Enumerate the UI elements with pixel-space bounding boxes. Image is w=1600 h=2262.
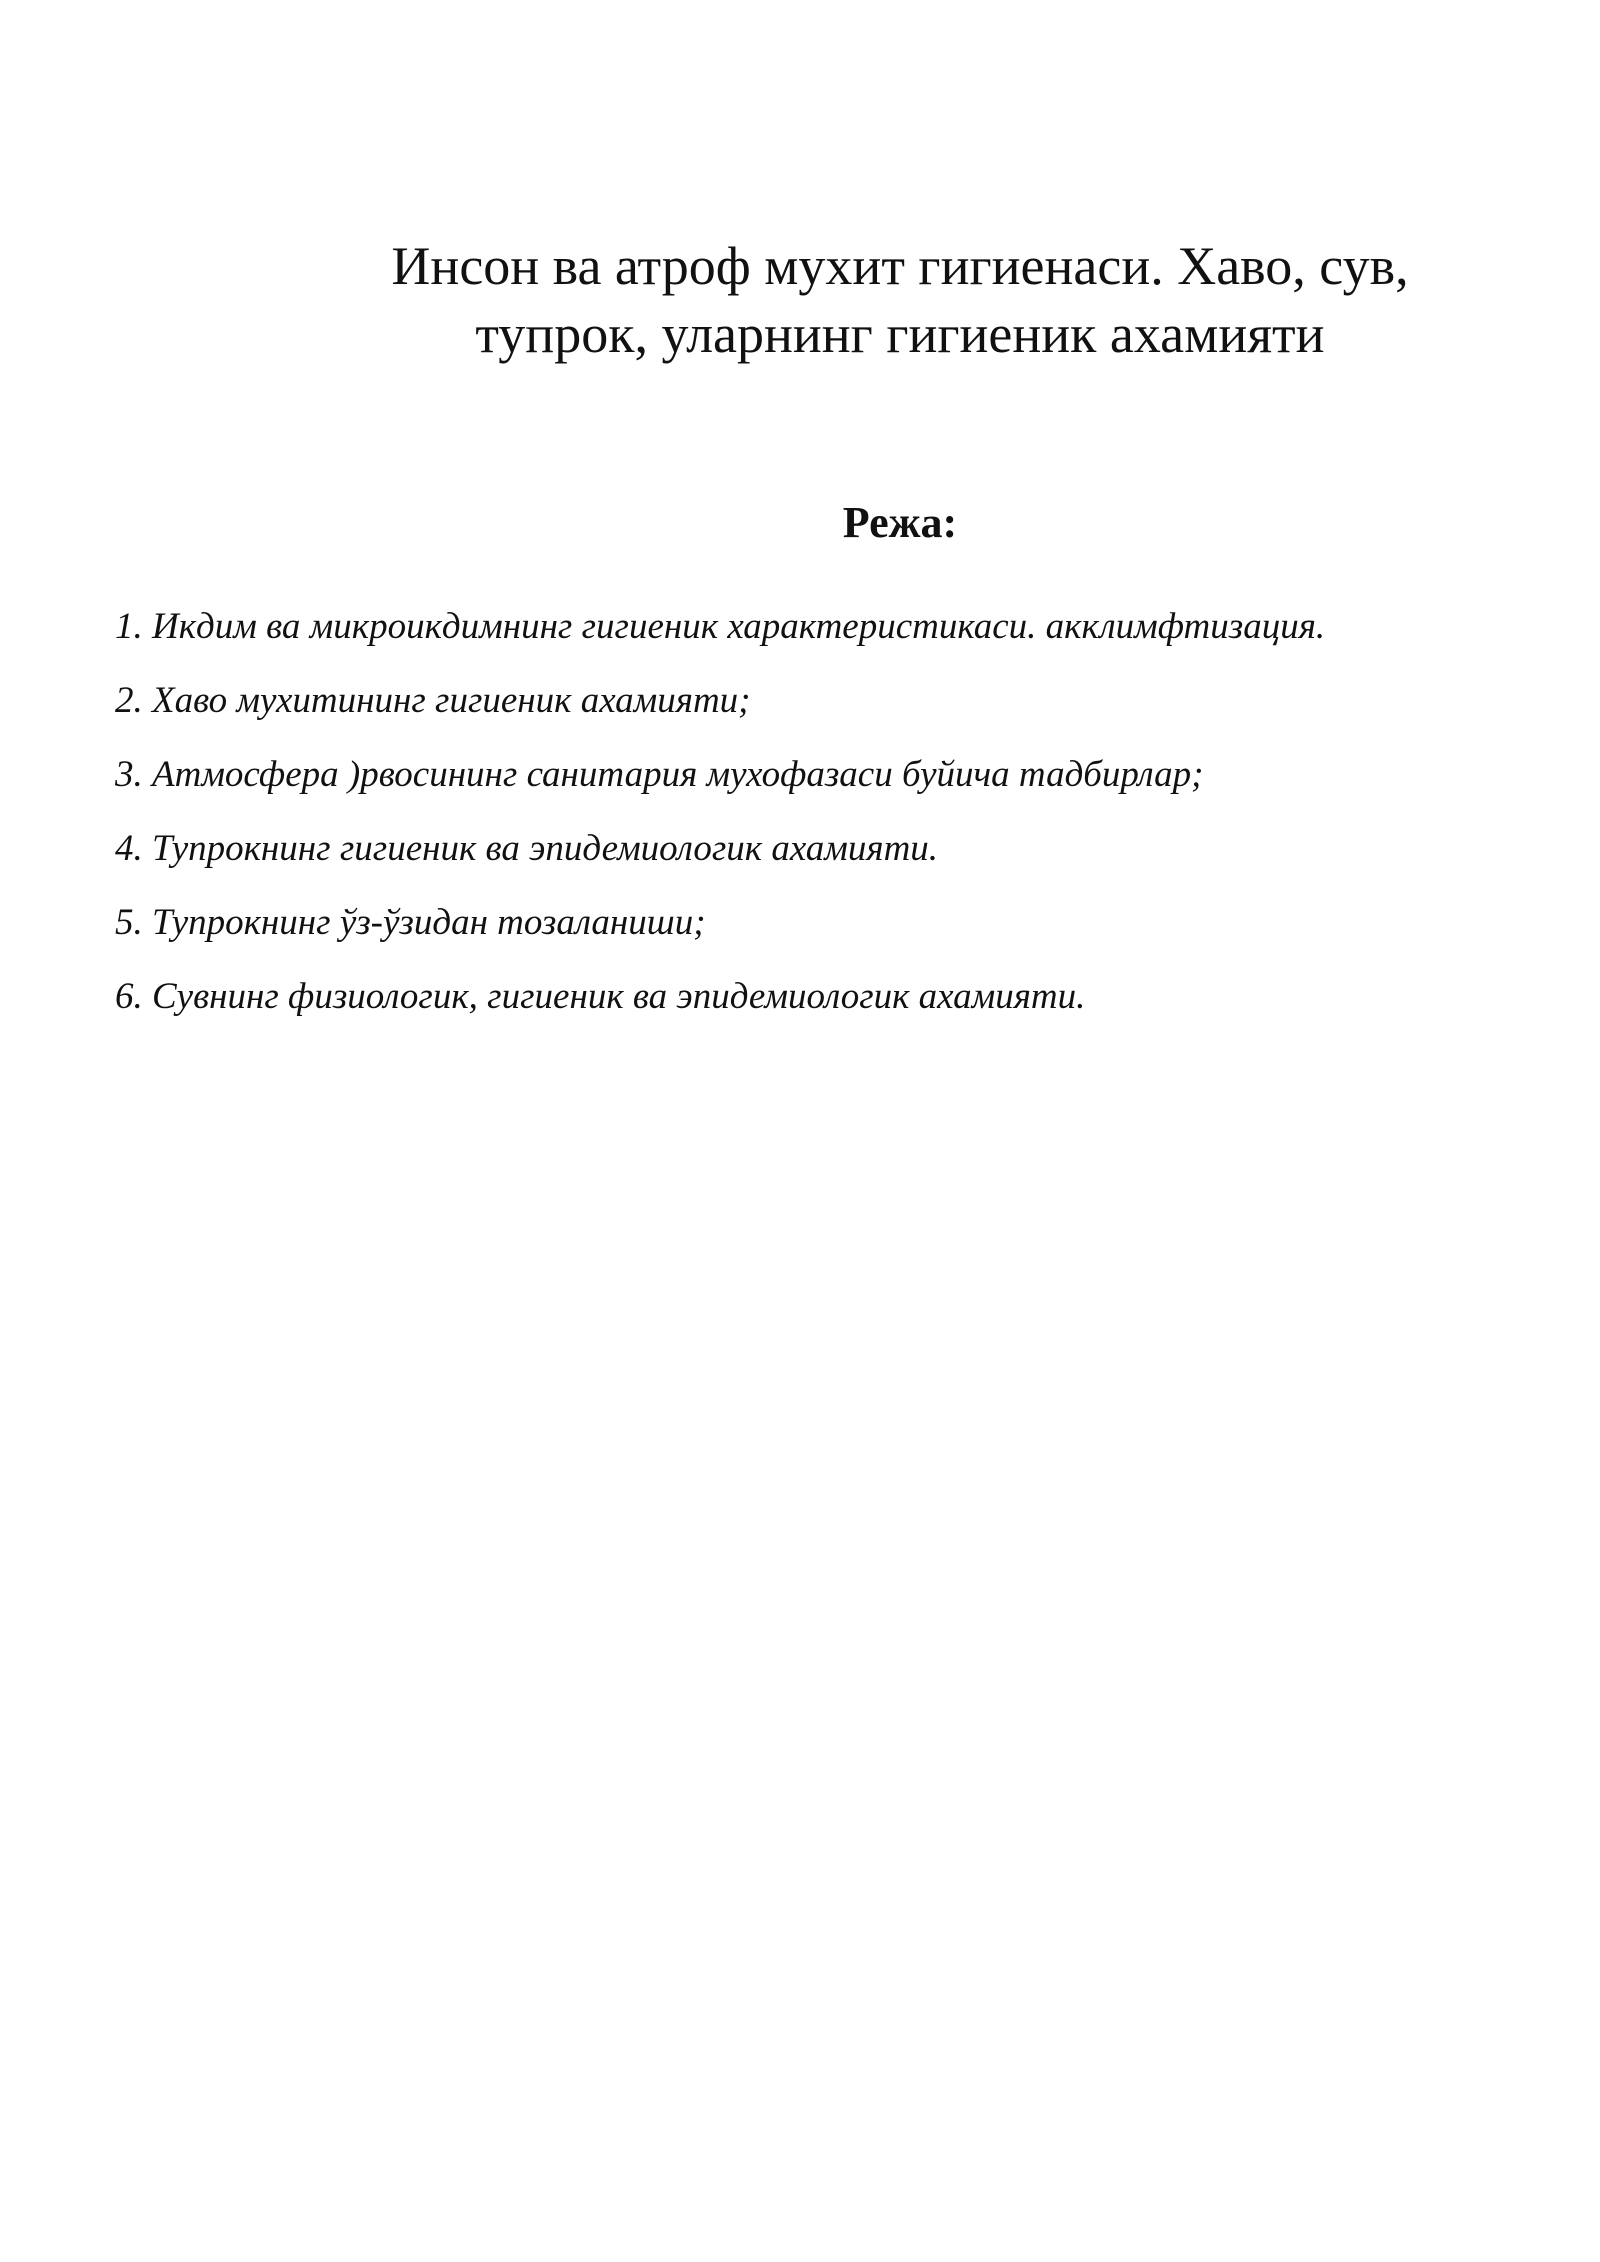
plan-heading: Режа: — [842, 498, 958, 547]
plan-item: 6. Сувнинг физиологик, гигиеник ва эпидемиологик ахамияти. — [115, 976, 1086, 1017]
plan-list — [115, 604, 1555, 1048]
title-line: тупрок, уларнинг гигиеник ахамияти — [475, 304, 1325, 364]
document-title — [300, 232, 1500, 368]
plan-item: 2. Хаво мухитининг гигиеник ахамияти; — [115, 680, 751, 721]
plan-item: 3. Атмосфера )рвосининг санитария мухофазаси буйича тадбирлар; — [115, 754, 1204, 795]
plan-item: 4. Тупрокнинг гигиеник ва эпидемиологик ахамияти. — [115, 828, 939, 869]
plan-item: 1. Икдим ва микроикдимнинг гигиеник характеристикаси. акклимфтизация. — [115, 606, 1326, 647]
plan-item: 5. Тупрокнинг ўз-ўзидан тозаланиши; — [115, 902, 706, 943]
title-line: Инсон ва атроф мухит гигиенаси. Хаво, сув, — [391, 236, 1409, 296]
